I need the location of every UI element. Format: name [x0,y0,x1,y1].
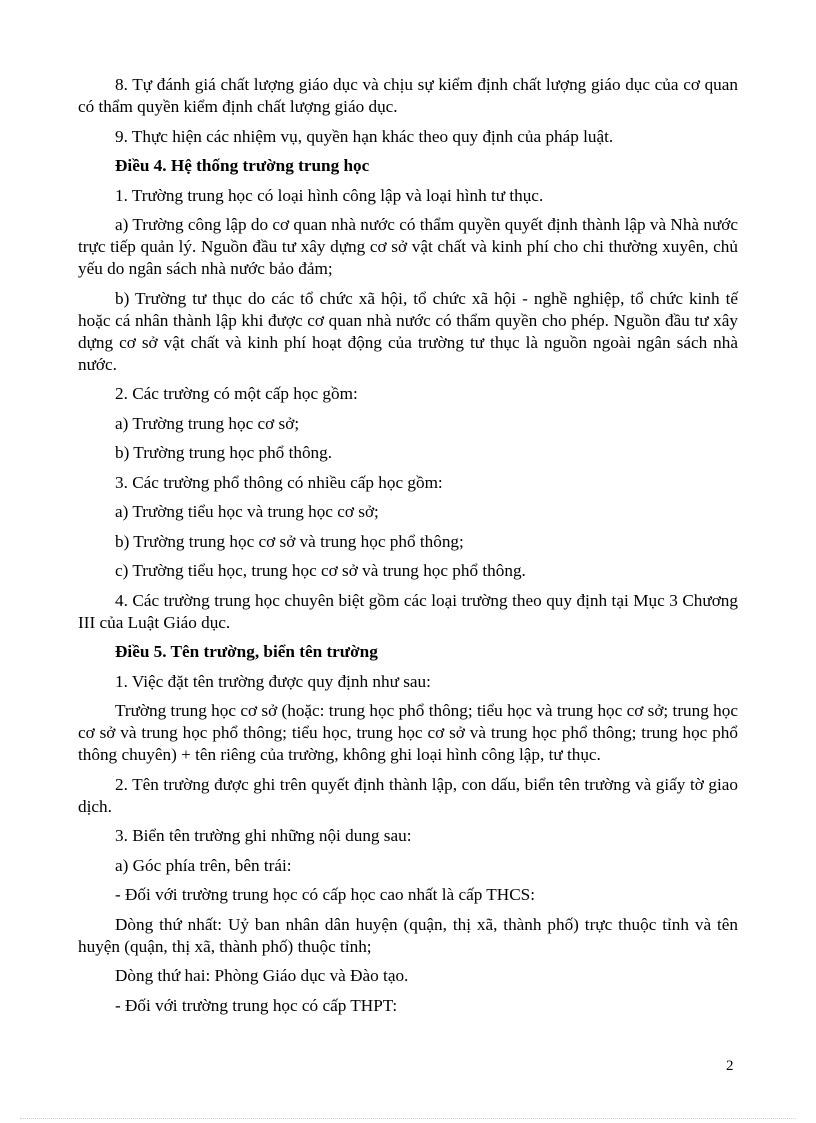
article-5-clause-1: 1. Việc đặt tên trường được quy định như sau: [115,671,431,691]
article-5-heading: Điều 5. Tên trường, biển tên trường [115,642,378,661]
article-4-clause-3: 3. Các trường phổ thông có nhiều cấp học gồm: [115,472,443,492]
article-4-clause-1: 1. Trường trung học có loại hình công lập và loại hình tư thục. [115,185,544,205]
article-4-clause-1a: a) Trường công lập do cơ quan nhà nước có thẩm quyền quyết định thành lập và Nhà nước trực tiếp quản lý. Nguồn đầu tư xây dựng cơ sở vật chất và kinh phí cho chi thường xuyên, chủ yếu do ngân sách nhà nước bảo đảm; [78,215,738,278]
article-4-clause-4: 4. Các trường trung học chuyên biệt gồm các loại trường theo quy định tại Mục 3 Chương III của Luật Giáo dục. [78,590,738,632]
article-5-line-1: Dòng thứ nhất: Uỷ ban nhân dân huyện (quận, thị xã, thành phố) trực thuộc tỉnh và tên huyện (quận, thị xã, thành phố) thuộc tỉnh; [78,914,738,956]
article-5-clause-1-detail: Trường trung học cơ sở (hoặc: trung học phổ thông; tiểu học và trung học cơ sở; trung học cơ sở và trung học phổ thông; tiểu học, trung học cơ sở và trung học phổ thông; trung học phổ thông chuyên) + tên riêng của trường, không ghi loại hình công lập, tư thục. [78,701,738,764]
article-5-clause-2: 2. Tên trường được ghi trên quyết định thành lập, con dấu, biển tên trường và giấy tờ giao dịch. [78,774,738,816]
article-4-clause-2b: b) Trường trung học phổ thông. [115,443,333,462]
article-4-clause-2: 2. Các trường có một cấp học gồm: [115,384,358,403]
item-9: 9. Thực hiện các nhiệm vụ, quyền hạn khác theo quy định của pháp luật. [115,126,614,146]
article-4-heading: Điều 4. Hệ thống trường trung học [115,156,370,175]
article-4-clause-3a: a) Trường tiểu học và trung học cơ sở; [115,502,379,521]
document-body [78,74,738,1024]
article-4-clause-2a: a) Trường trung học cơ sở; [115,413,300,433]
article-4-clause-3c: c) Trường tiểu học, trung học cơ sở và trung học phổ thông. [115,561,526,580]
page-bottom-divider [20,1118,796,1119]
page-number: 2 [726,1058,734,1074]
item-8: 8. Tự đánh giá chất lượng giáo dục và chịu sự kiểm định chất lượng giáo dục của cơ quan có thẩm quyền kiểm định chất lượng giáo dục. [78,75,738,116]
article-4-clause-3b: b) Trường trung học cơ sở và trung học phổ thông; [115,531,464,551]
article-5-clause-3a: a) Góc phía trên, bên trái: [115,855,292,875]
article-4-clause-1b: b) Trường tư thục do các tổ chức xã hội, tổ chức xã hội - nghề nghiệp, tổ chức kinh tế hoặc cá nhân thành lập khi được cơ quan nhà nước có thẩm quyền cho phép. Nguồn đầu tư xây dựng cơ sở vật chất và kinh phí hoạt động của trường tư thục là nguồn ngoài ngân sách nhà nước. [78,288,738,374]
article-5-line-2: Dòng thứ hai: Phòng Giáo dục và Đào tạo. [115,966,409,985]
article-5-thpt-case: - Đối với trường trung học có cấp THPT: [115,995,398,1015]
article-5-clause-3: 3. Biển tên trường ghi những nội dung sau: [115,826,412,845]
article-5-thcs-case: - Đối với trường trung học có cấp học cao nhất là cấp THCS: [115,885,535,904]
